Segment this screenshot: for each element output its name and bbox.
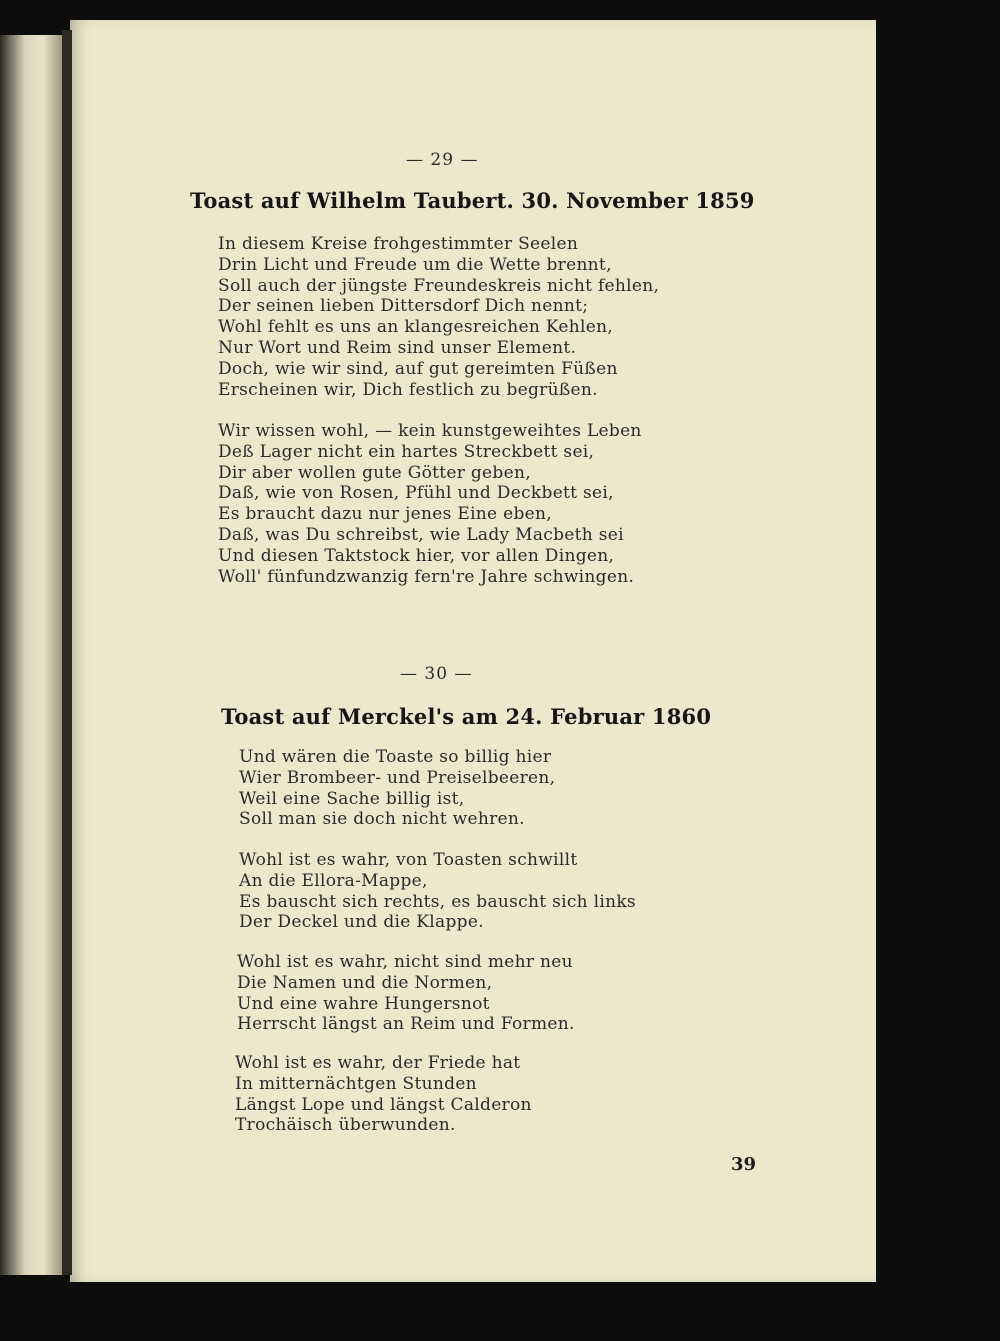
- folio-number: 39: [731, 1154, 757, 1175]
- verse-line: Und wären die Toaste so billig hier: [239, 747, 552, 767]
- poem-title-merckel: Toast auf Merckel's am 24. Februar 1860: [221, 704, 712, 729]
- verse-line: Wier Brombeer- und Preiselbeeren,: [239, 767, 556, 788]
- verse-line: Nur Wort und Reim sind unser Element.: [218, 337, 577, 358]
- verse-line: Soll man sie doch nicht wehren.: [239, 809, 525, 830]
- verse-line: Erscheinen wir, Dich festlich zu begrüßen.: [218, 379, 598, 400]
- verse-line: Daß, wie von Rosen, Pfühl und Deckbett sei,: [218, 483, 614, 504]
- verse-line: Längst Lope und längst Calderon: [235, 1094, 532, 1115]
- verse-line: Wohl fehlt es uns an klangesreichen Kehlen,: [218, 317, 614, 338]
- facing-page-edge: [0, 35, 62, 1275]
- verse-line: An die Ellora-Mappe,: [239, 870, 428, 891]
- verse-line: Die Namen und die Normen,: [237, 972, 493, 993]
- verse-line: Dir aber wollen gute Götter geben,: [218, 462, 531, 483]
- page-number-29: — 29 —: [406, 150, 479, 170]
- poem1-stanza-2: [218, 421, 642, 587]
- verse-line: Doch, wie wir sind, auf gut gereimten Füßen: [218, 358, 618, 379]
- verse-line: Wohl ist es wahr, der Friede hat: [235, 1053, 521, 1073]
- verse-line: Wohl ist es wahr, von Toasten schwillt: [239, 850, 578, 870]
- poem1-stanza-1: [218, 234, 659, 400]
- book-spine: [62, 30, 72, 1275]
- verse-line: Es braucht dazu nur jenes Eine eben,: [218, 504, 552, 525]
- verse-line: Es bauscht sich rechts, es bauscht sich links: [239, 891, 636, 912]
- poem2-stanza-1: [239, 747, 555, 830]
- verse-line: Drin Licht und Freude um die Wette brennt,: [218, 254, 612, 275]
- poem-title-taubert: Toast auf Wilhelm Taubert. 30. November 1859: [190, 188, 755, 213]
- verse-line: Weil eine Sache billig ist,: [239, 788, 465, 809]
- poem2-stanza-3: [237, 952, 575, 1035]
- verse-line: Woll' fünfundzwanzig fern're Jahre schwingen.: [218, 566, 635, 587]
- poem2-stanza-2: [239, 850, 636, 933]
- verse-line: In mitternächtgen Stunden: [235, 1073, 477, 1094]
- verse-line: Deß Lager nicht ein hartes Streckbett sei,: [218, 441, 595, 462]
- verse-line: Und diesen Taktstock hier, vor allen Dingen,: [218, 545, 615, 566]
- page-number-30: — 30 —: [400, 664, 473, 684]
- verse-line: Trochäisch überwunden.: [235, 1115, 456, 1136]
- verse-line: Wohl ist es wahr, nicht sind mehr neu: [237, 952, 573, 972]
- verse-line: Herrscht längst an Reim und Formen.: [237, 1014, 575, 1035]
- verse-line: Der seinen lieben Dittersdorf Dich nennt;: [218, 296, 589, 317]
- verse-line: Wir wissen wohl, — kein kunstgeweihtes Leben: [218, 421, 642, 441]
- verse-line: Soll auch der jüngste Freundeskreis nicht fehlen,: [218, 275, 660, 296]
- verse-line: Und eine wahre Hungersnot: [237, 993, 490, 1014]
- verse-line: Der Deckel und die Klappe.: [239, 912, 484, 933]
- poem2-stanza-4: [235, 1053, 532, 1136]
- verse-line: In diesem Kreise frohgestimmter Seelen: [218, 234, 579, 254]
- verse-line: Daß, was Du schreibst, wie Lady Macbeth sei: [218, 524, 624, 545]
